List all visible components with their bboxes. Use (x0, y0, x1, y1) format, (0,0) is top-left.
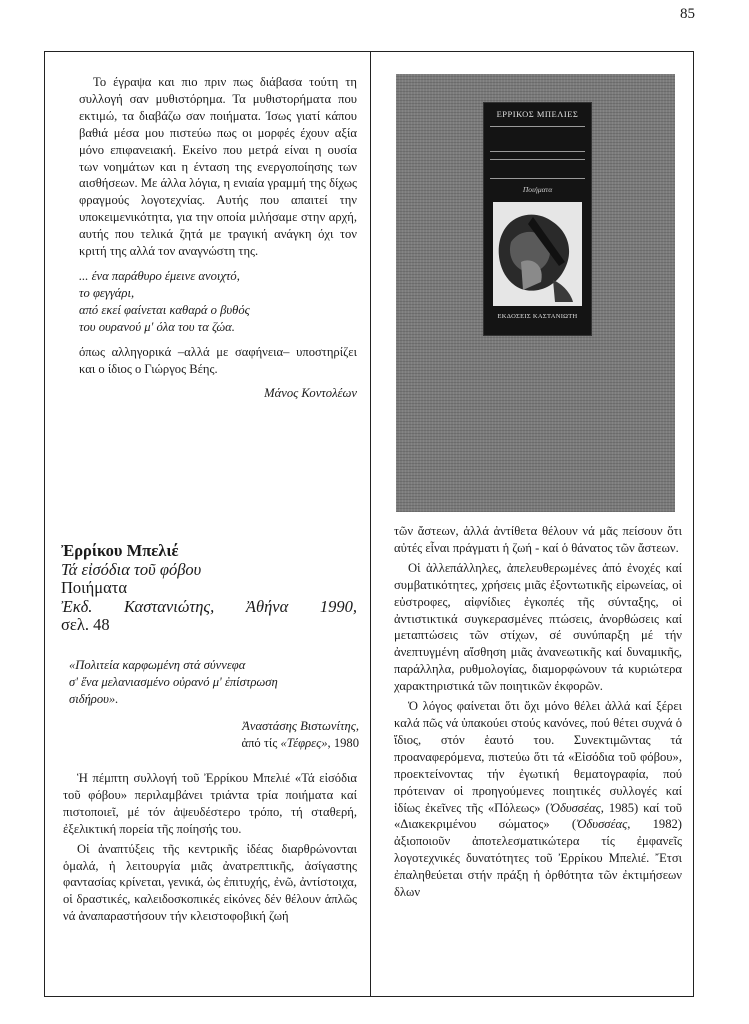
review-genre: Ποιήματα (61, 578, 127, 597)
reviewer-signature: Μάνος Κοντολέων (264, 386, 357, 401)
left-top-text (79, 74, 357, 402)
previous-review-paragraph: Το έγραψα και πιο πριν πως διάβασα τούτη τη συλλογή σαν μυθιστόρημα. Τα μυθιστορήματα που εκτιμώ, τα διαβάζω σαν ποιήματα. Ίσως γιατί κάπου βαθιά μέσα μου πιστεύω πως οι μορφές έχουν αξία μόνο επιφανειακή. Εκείνο που μετρά είναι η ουσία των νοημάτων και η ένταση της ενεργοποίησης των αισθήσεων. Με άλλα λόγια, η ενιαία γραμμή της δίχως φραγμούς λογοτεχνίας. Αυτής που απαιτεί την υποκειμενικότητα, για την οποία μιλήσαμε στην αρχή, αυτής που τελικά ζητά με τραγική ανάγκη όχι τον κριτή της αλλά τον αναγνώστη της. (79, 75, 357, 259)
epigraph (69, 657, 359, 752)
epigraph-line: σιδήρου». (69, 691, 119, 706)
verse-line: του ουρανού μ' όλα του τα ζώα. (79, 319, 235, 334)
epigraph-line: «Πολιτεία καρφωμένη στά σύννεφα (69, 658, 246, 672)
poem-excerpt (79, 268, 357, 336)
book-cover-photo (396, 74, 675, 512)
review-header (61, 542, 357, 635)
review-pages: σελ. 48 (61, 615, 110, 634)
verse-line: το φεγγάρι, (79, 285, 135, 300)
verse-line: ... ένα παράθυρο έμεινε ανοιχτό, (79, 268, 240, 283)
review-body-left (63, 770, 357, 925)
review-paragraph: τῶν ἄστεων, ἀλλά ἀντίθετα θέλουν νά μᾶς πείσουν ὅτι αὐτές εἶναι πράγματι ἡ ζωή - καί ὁ θάνατος τῶν ἄστεων. (394, 524, 682, 555)
cover-artwork (493, 202, 582, 306)
review-publisher: Ἐκδ. Καστανιώτης, Ἀθήνα 1990, (61, 596, 357, 616)
review-paragraph: Ὁ λόγος φαίνεται ὅτι ὄχι μόνο θέλει ἀλλά καί ξέρει καλά πῶς νά ὑπακούει στούς κανόνες, πού θέτει συχνά ὁ ἴδιος, στόν ἑαυτό του. Συνεκτιμῶντας τά προαναφερόμενα, πιστεύω ὅτι τά «Εἰσόδια τοῦ φόβου», προεκτείνοντας τήν ἐγωτική θεματογραφία, πού πρότειναν οἱ προηγούμενες ποιητικές συλλογές καί ἰδίως ἐκεῖνες τῆς «Πόλεως» (Ὀδυσσέας, 1985) καί τοῦ «Διακεκριμένου σώματος» (Ὀδυσσέας, 1982) ἀξιοποιοῦν ἀποτελεσματικώτερα τίς ἐμφανεῖς λογοτεχνικές δυνατότητες τοῦ Ἐρρίκου Μπελιέ. Ἔτσι ἐπαληθεύεται στήν πράξη ἡ ὀρθότητα τῶν ἐκτιμήσεων δλων (394, 699, 682, 900)
page-number: 85 (680, 6, 695, 22)
epigraph-author: Ἀναστάσης Βιστωνίτης, (242, 718, 359, 733)
review-book-title: Τά εἰσόδια τοῦ φόβου (61, 559, 202, 579)
verse-line: από εκεί φαίνεται καθαρά ο βυθός (79, 302, 250, 317)
book-cover (484, 103, 591, 335)
epigraph-source: ἀπό τίς «Τέφρες», 1980 (241, 735, 359, 750)
review-paragraph: Ἡ πέμπτη συλλογή τοῦ Ἐρρίκου Μπελιέ «Τά εἰσόδια τοῦ φόβου» περιλαμβάνει τριάντα τρία ποιήματα καί πιστοποιεῖ, μέ τόν ἀψευδέστερο τρόπο, τή σταθερή, ἐξελικτική πορεία τῆς ποίησής του. (63, 771, 357, 836)
cover-subtitle: Ποιήματα (522, 185, 553, 194)
cover-author: ΕΡΡΙΚΟΣ ΜΠΕΛΙΕΣ (496, 109, 579, 119)
review-author: Ἐρρίκου Μπελιέ (61, 541, 179, 560)
column-divider (370, 51, 371, 997)
cover-publisher: ΕΚΔΟΣΕΙΣ ΚΑΣΤΑΝΙΩΤΗ (497, 313, 578, 320)
closing-text: όπως αλληγορικά –αλλά με σαφήνεια– υποστηρίζει και ο ίδιος ο Γιώργος Βέης. (79, 344, 357, 376)
review-body-right (394, 523, 682, 901)
review-paragraph: Οἱ ἀναπτύξεις τῆς κεντρικῆς ἰδέας διαρθρώνονται ὁμαλά, ἡ λειτουργία μιᾶς ἀνατρεπτικῆς, ἀσίγαστης φαντασίας κρίνεται, γενικά, ὡς ἐπιτυχής, ἐνῶ, ἀντίστοιχα, οἱ δραστικές, καλειδοσκοπικές εἰκόνες δέν θέλουν ἁπλῶς νά ἀναπαραστήσουν τήν κλειστοφοβική ζωή (63, 841, 357, 924)
review-paragraph: Οἱ ἀλλεπάλληλες, ἀπελευθερωμένες ἀπό ἐνοχές καί συμβατικότητες, χρήσεις μιᾶς ἐξοντωτικῆς εἰρωνείας, οἱ εὐστροφες, αἰφνίδιες ἐγκοπές τῆς σύνταξης, οἱ ἀντιστικτικά συγκερασμένες πτώσεις, ἀνορθώσεις καί μεταπτώσεις τῶν στίχων, σέ συνύπαρξη μέ τήν ἀνεπτυγμένη αἴσθηση μιᾶς ἀνανεωτικῆς καί δυναμικῆς, παράλληλα, ρυθμολογίας, διαμορφώνουν τά κυριώτερα χαρακτηριστικά τῶν ποιητικῶν ἐκφορῶν. (394, 560, 682, 694)
epigraph-line: σ' ἕνα μελανιασμένο οὐρανό μ' ἐπίστρωση (69, 674, 278, 689)
